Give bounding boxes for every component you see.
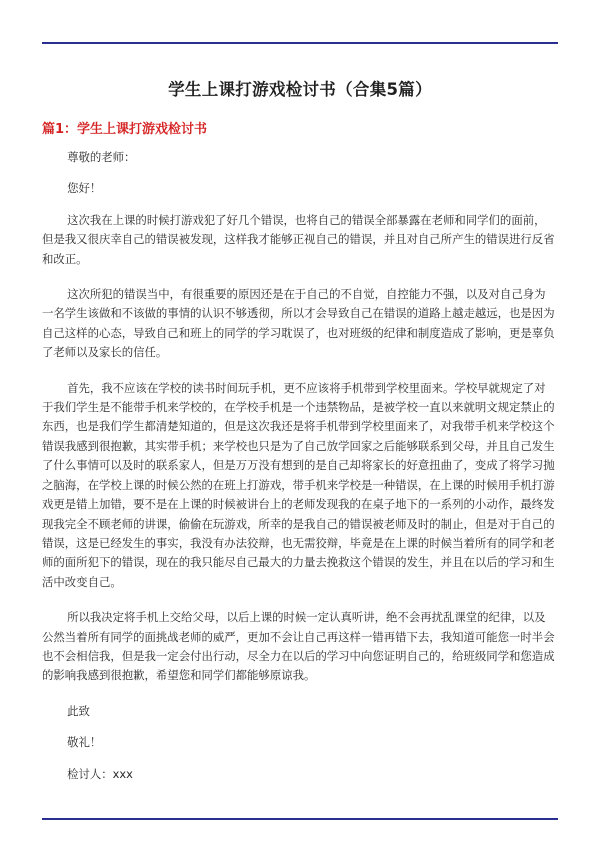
paragraph-1: 这次我在上课的时候打游戏犯了好几个错误，也将自己的错误全部暴露在老师和同学们的面前，但是我又很庆幸自己的错误被发现，这样我才能够正视自己的错误，并且对自己所产生的错误进行反省和改正。 [42,212,555,266]
signature: 检讨人：xxx [67,766,133,781]
letter-body [42,148,556,796]
top-divider [42,42,558,44]
section-heading: 篇1：学生上课打游戏检讨书 [42,122,208,137]
paragraph-2: 这次所犯的错误当中，有很重要的原因还是在于自己的不自觉，自控能力不强，以及对自己身为一名学生该做和不该做的事情的认识不够透彻，所以才会导致自己在错误的道路上越走越远，也是因为自己这样的心态，导致自己和班上的同学的学习耽误了，也对班级的纪律和制度造成了影响，更是辜负了老师以及家长的信任。 [42,287,555,360]
paragraph-3: 首先，我不应该在学校的读书时间玩手机，更不应该将手机带到学校里面来。学校早就规定了对于我们学生是不能带手机来学校的，在学校手机是一个违禁物品，是被学校一直以来就明文规定禁止的东西，也是我们学生都清楚知道的，但是这次我还是将手机带到学校里面来了，对我带手机来学校这个错误我感到很抱歉，其实带手机；来学校也只是为了自己放学回家之后能够联系到父母，并且自己发生了什么事情可以及时的联系家人，但是万万没有想到的是自己却将家长的好意扭曲了，变成了将学习抛之脑海，在学校上课的时候公然的在班上打游戏，带手机来学校是一种错误，在上课的时候用手机打游戏更是错上加错，要不是在上课的时候被讲台上的老师发现我的在桌子地下的一系列的小动作，最终发现我完全不顾老师的讲课，偷偷在玩游戏，所幸的是我自己的错误被老师及时的制止，但是对于自己的错误，这是已经发生的事实，我没有办法狡辩，也无需狡辩，毕竟是在上课的时候当着所有的同学和老师的面所犯下的错误，现在的我只能尽自己最大的力量去挽救这个错误的发生，并且在以后的学习和生活中改变自己。 [42,380,555,589]
greeting: 您好！ [67,181,102,196]
salutation: 尊敬的老师： [67,150,136,164]
document-title: 学生上课打游戏检讨书（合集5篇） [168,80,432,99]
closing-line-1: 此致 [67,703,90,718]
paragraph-4: 所以我决定将手机上交给父母，以后上课的时候一定认真听讲，绝不会再扰乱课堂的纪律，以及公然当着所有同学的面挑战老师的威严，更加不会让自己再这样一错再错下去，我知道可能您一时半会也不会相信我，但是我一定会付出行动，尽全力在以后的学习中向您证明自己的，给班级同学和您造成的影响我感到很抱歉，希望您和同学们都能够原谅我。 [42,610,555,683]
closing-line-2: 敬礼！ [67,735,102,750]
bottom-divider [42,818,558,820]
